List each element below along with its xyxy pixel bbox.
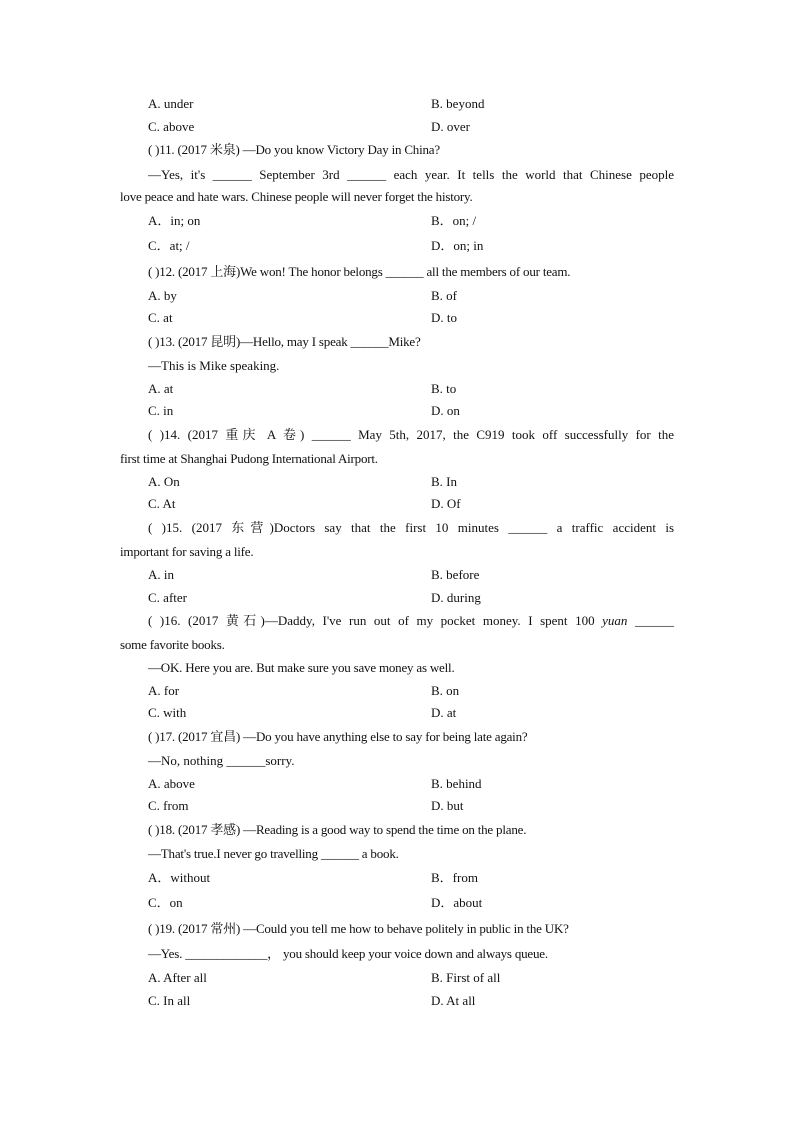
q18-option-d: D．about [431, 895, 483, 910]
q16-stem-text: ( )16. (2017 黄石)—Daddy, I've run out of my pocket money. I spent 100 [148, 613, 595, 628]
q16-line-3: —OK. Here you are. But make sure you save money as well. [148, 660, 455, 675]
q11-line-2: —Yes, it's ______ September 3rd ______ each year. It tells the world that Chinese people [148, 167, 674, 182]
q10-option-a: A. under [148, 96, 194, 111]
q17-line-2: —No, nothing ______sorry. [148, 753, 295, 768]
q11-option-b: B．on; / [431, 213, 477, 228]
q19-option-a: A. After all [148, 970, 207, 985]
q15-option-d: D. during [431, 590, 481, 605]
q11-option-a: A．in; on [148, 213, 201, 228]
q17-option-b: B. behind [431, 776, 482, 791]
q12-option-d: D. to [431, 310, 457, 325]
q13-line-2: —This is Mike speaking. [148, 358, 280, 373]
q17-option-d: D. but [431, 798, 464, 813]
q10-option-c: C. above [148, 119, 195, 134]
q17-stem: ( )17. (2017 宜昌) —Do you have anything else to say for being late again? [148, 729, 528, 744]
q15-line-2: important for saving a life. [120, 544, 254, 559]
q13-option-a: A. at [148, 381, 174, 396]
q18-option-a: A．without [148, 870, 211, 885]
q15-option-b: B. before [431, 567, 480, 582]
q14-line-2: first time at Shanghai Pudong International Airport. [120, 451, 378, 466]
q16-stem-italic: yuan [602, 613, 628, 628]
q14-option-a: A. On [148, 474, 180, 489]
q12-option-c: C. at [148, 310, 173, 325]
q17-option-a: A. above [148, 776, 195, 791]
q15-option-a: A. in [148, 567, 174, 582]
q17-option-c: C. from [148, 798, 189, 813]
q19-line-2: —Yes. _____________， you should keep your voice down and always queue. [148, 946, 548, 961]
q10-option-d: D. over [431, 119, 470, 134]
q13-option-d: D. on [431, 403, 460, 418]
q13-option-c: C. in [148, 403, 174, 418]
q15-stem: ( )15. (2017 东营)Doctors say that the first 10 minutes ______ a traffic accident is [148, 520, 674, 535]
q18-stem: ( )18. (2017 孝感) —Reading is a good way to spend the time on the plane. [148, 822, 527, 837]
q14-option-d: D. Of [431, 496, 461, 511]
q16-option-c: C. with [148, 705, 187, 720]
q11-option-d: D．on; in [431, 238, 484, 253]
q19-option-c: C. In all [148, 993, 191, 1008]
q12-stem: ( )12. (2017 上海)We won! The honor belongs ______ all the members of our team. [148, 264, 571, 279]
q16-stem [148, 613, 674, 629]
q18-option-b: B．from [431, 870, 478, 885]
q18-line-2: —That's true.I never go travelling ______ a book. [148, 846, 399, 861]
q19-option-b: B. First of all [431, 970, 501, 985]
q13-option-b: B. to [431, 381, 457, 396]
q16-option-a: A. for [148, 683, 180, 698]
q12-option-a: A. by [148, 288, 177, 303]
q18-option-c: C．on [148, 895, 183, 910]
q14-option-b: B. In [431, 474, 457, 489]
q16-stem-blank: ______ [635, 613, 674, 628]
q16-option-b: B. on [431, 683, 460, 698]
q16-option-d: D. at [431, 705, 457, 720]
q19-option-d: D. At all [431, 993, 476, 1008]
q10-option-b: B. beyond [431, 96, 485, 111]
q14-stem: ( )14. (2017 重庆 A 卷) ______ May 5th, 2017, the C919 took off successfully for the [148, 427, 674, 442]
q19-stem: ( )19. (2017 常州) —Could you tell me how to behave politely in public in the UK? [148, 921, 569, 936]
q14-option-c: C. At [148, 496, 176, 511]
q11-stem: ( )11. (2017 米泉) —Do you know Victory Day in China? [148, 142, 440, 157]
q12-option-b: B. of [431, 288, 457, 303]
q11-line-3: love peace and hate wars. Chinese people will never forget the history. [120, 189, 473, 204]
q11-option-c: C．at; / [148, 238, 190, 253]
q16-line-2: some favorite books. [120, 637, 225, 652]
q13-stem: ( )13. (2017 昆明)—Hello, may I speak ______Mike? [148, 334, 421, 349]
q15-option-c: C. after [148, 590, 187, 605]
